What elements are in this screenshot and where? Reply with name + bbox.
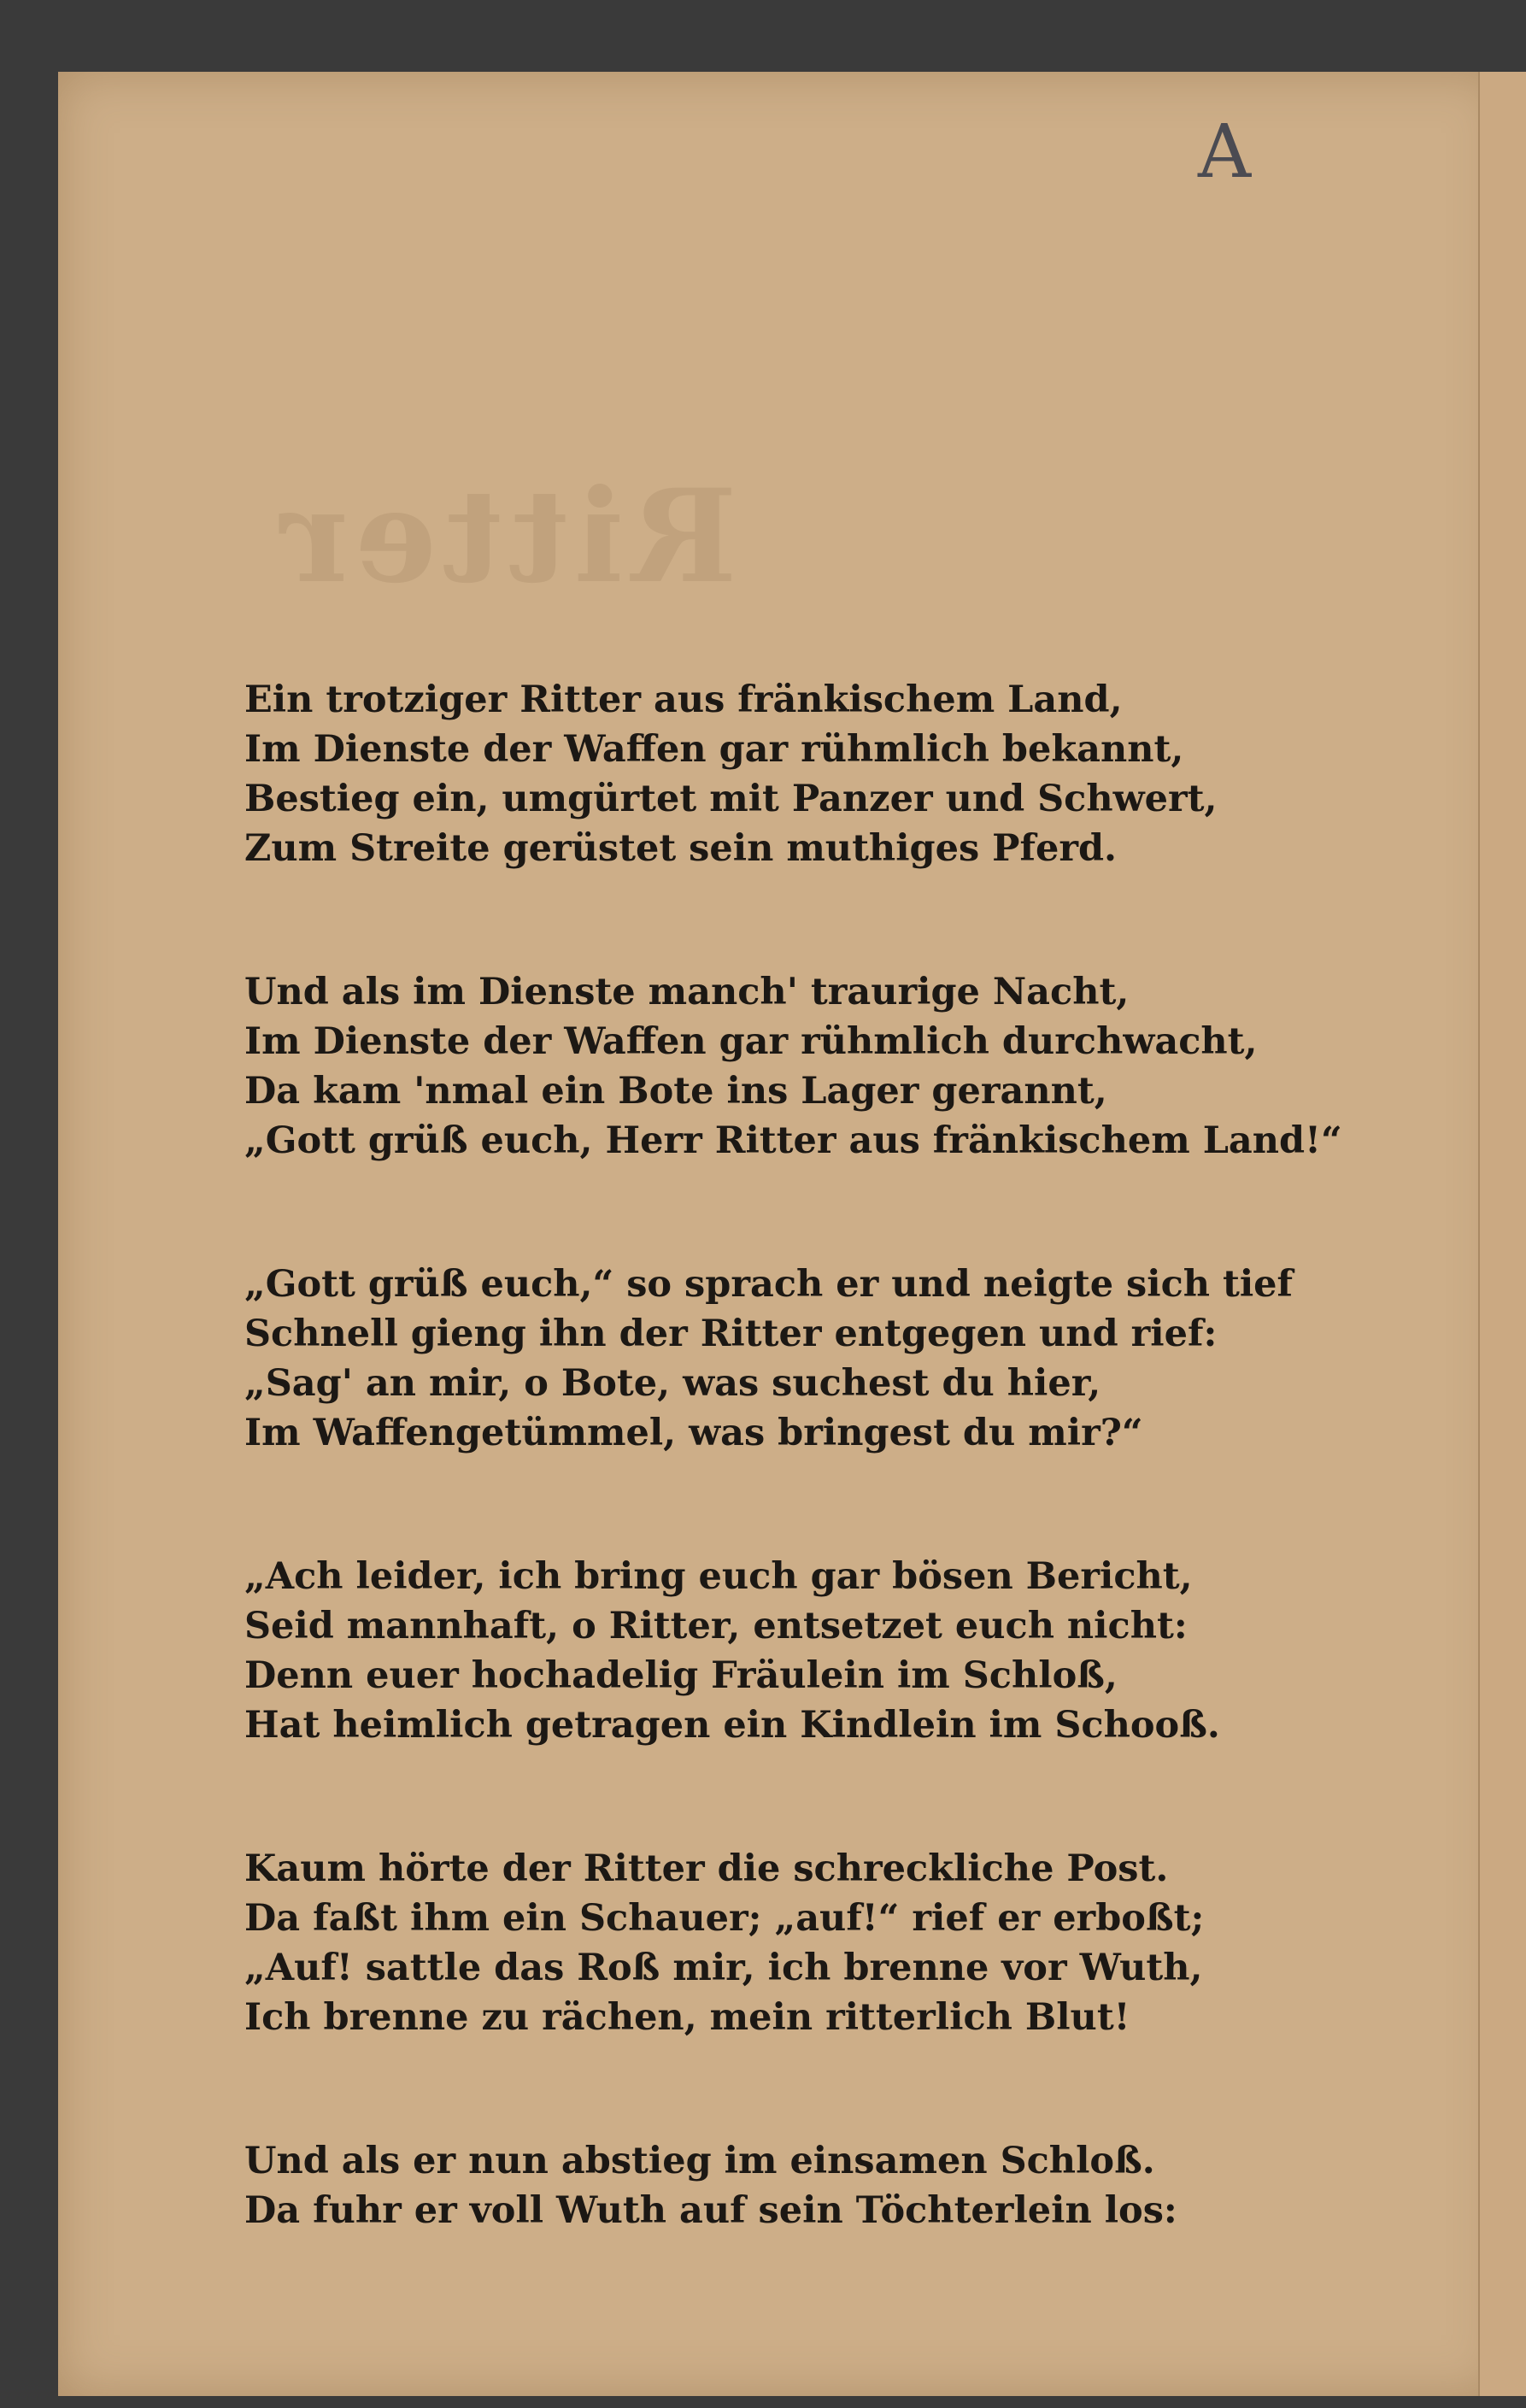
poem-line: Und als er nun abstieg im einsamen Schloß. xyxy=(244,2140,1155,2182)
poem-line: Ein trotziger Ritter aus fränkischem Land, xyxy=(244,678,1123,721)
poem-line: „Ach leider, ich bring euch gar bösen Bericht, xyxy=(244,1555,1193,1598)
poem-line: Ich brenne zu rächen, mein ritterlich Blut! xyxy=(244,1996,1130,2039)
poem-line: „Gott grüß euch, Herr Ritter aus fränkischem Land!“ xyxy=(244,1119,1342,1162)
poem-line: Schnell gieng ihn der Ritter entgegen und rief: xyxy=(244,1313,1218,1355)
poem-line: Und als im Dienste manch' traurige Nacht, xyxy=(244,971,1130,1013)
poem-line: Zum Streite gerüstet sein muthiges Pferd. xyxy=(244,827,1118,870)
stanza-4 xyxy=(244,1552,1270,1750)
poem-line: „Gott grüß euch,“ so sprach er und neigte sich tief xyxy=(244,1263,1294,1306)
stanza-6 xyxy=(244,2136,1270,2235)
poem-text xyxy=(244,675,1342,2235)
bleed-through-title: Ritter xyxy=(273,461,737,612)
stanza-1 xyxy=(244,675,1270,873)
poem-line: Hat heimlich getragen ein Kindlein im Schooß. xyxy=(244,1704,1220,1747)
poem-line: Da kam 'nmal ein Bote ins Lager gerannt, xyxy=(244,1070,1107,1113)
poem-line: Bestieg ein, umgürtet mit Panzer und Schwert, xyxy=(244,778,1218,820)
poem-line: Da fuhr er voll Wuth auf sein Töchterlein los: xyxy=(244,2189,1177,2232)
poem-line: Denn euer hochadelig Fräulein im Schloß, xyxy=(244,1654,1118,1697)
page-edge-next-sheet xyxy=(1478,72,1526,2396)
poem-line: Kaum hörte der Ritter die schreckliche Post. xyxy=(244,1847,1169,1890)
poem-line: Im Dienste der Waffen gar rühmlich durchwacht, xyxy=(244,1020,1258,1063)
poem-line: „Sag' an mir, o Bote, was suchest du hier, xyxy=(244,1362,1101,1405)
poem-line: Da faßt ihm ein Schauer; „auf!“ rief er erboßt; xyxy=(244,1897,1205,1940)
poem-line: Im Waffengetümmel, was bringest du mir?“ xyxy=(244,1412,1143,1454)
stanza-2 xyxy=(244,967,1342,1166)
handwritten-letter-mark: A xyxy=(1198,109,1252,195)
stanza-5 xyxy=(244,1844,1270,2042)
poem-line: „Auf! sattle das Roß mir, ich brenne vor Wuth, xyxy=(244,1947,1203,1989)
poem-line: Seid mannhaft, o Ritter, entsetzet euch nicht: xyxy=(244,1605,1188,1647)
poem-line: Im Dienste der Waffen gar rühmlich bekannt, xyxy=(244,728,1184,771)
stanza-3 xyxy=(244,1260,1294,1458)
